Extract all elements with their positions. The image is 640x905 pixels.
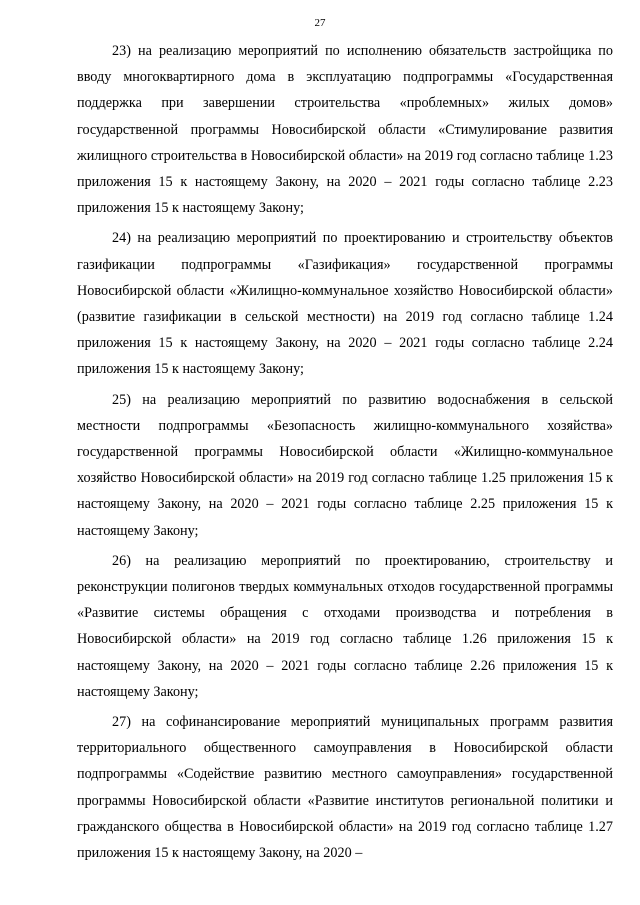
paragraph-item-27: 27) на софинансирование мероприятий муниципальных программ развития территориального общественного самоуправления в Новосибирской области подпрограммы «Содействие развитию местного самоуправления» государственной программы Новосибирской области «Развитие институтов региональной политики и гражданского общества в Новосибирской области» на 2019 год согласно таблице 1.27 приложения 15 к настоящему Закону, на 2020 – [77, 714, 613, 862]
paragraph-item-24: 24) на реализацию мероприятий по проектированию и строительству объектов газификации подпрограммы «Газификация» государственной программы Новосибирской области «Жилищно-коммунальное хозяйство Новосибирской области» (развитие газификации в сельской местности) на 2019 год согласно таблице 1.24 приложения 15 к настоящему Закону, на 2020 – 2021 годы согласно таблице 2.24 приложения 15 к настоящему Закону; [77, 230, 613, 378]
paragraph-item-23: 23) на реализацию мероприятий по исполнению обязательств застройщика по вводу многоквартирного дома в эксплуатацию подпрограммы «Государственная поддержка при завершении строительства «проблемных» жилых домов» государственной программы Новосибирской области «Стимулирование развития жилищного строительства в Новосибирской области» на 2019 год согласно таблице 1.23 приложения 15 к настоящему Закону, на 2020 – 2021 годы согласно таблице 2.23 приложения 15 к настоящему Закону; [77, 43, 613, 217]
page-number: 27 [314, 17, 326, 29]
paragraph-item-25: 25) на реализацию мероприятий по развитию водоснабжения в сельской местности подпрограммы «Безопасность жилищно-коммунального хозяйства» государственной программы Новосибирской области «Жилищно-коммунальное хозяйство Новосибирской области» на 2019 год согласно таблице 1.25 приложения 15 к настоящему Закону, на 2020 – 2021 годы согласно таблице 2.25 приложения 15 к настоящему Закону; [77, 391, 613, 539]
document-body [77, 38, 613, 870]
paragraph-item-26: 26) на реализацию мероприятий по проектированию, строительству и реконструкции полигонов твердых коммунальных отходов государственной программы «Развитие системы обращения с отходами производства и потребления в Новосибирской области» на 2019 год согласно таблице 1.26 приложения 15 к настоящему Закону, на 2020 – 2021 годы согласно таблице 2.26 приложения 15 к настоящему Закону; [77, 552, 613, 700]
